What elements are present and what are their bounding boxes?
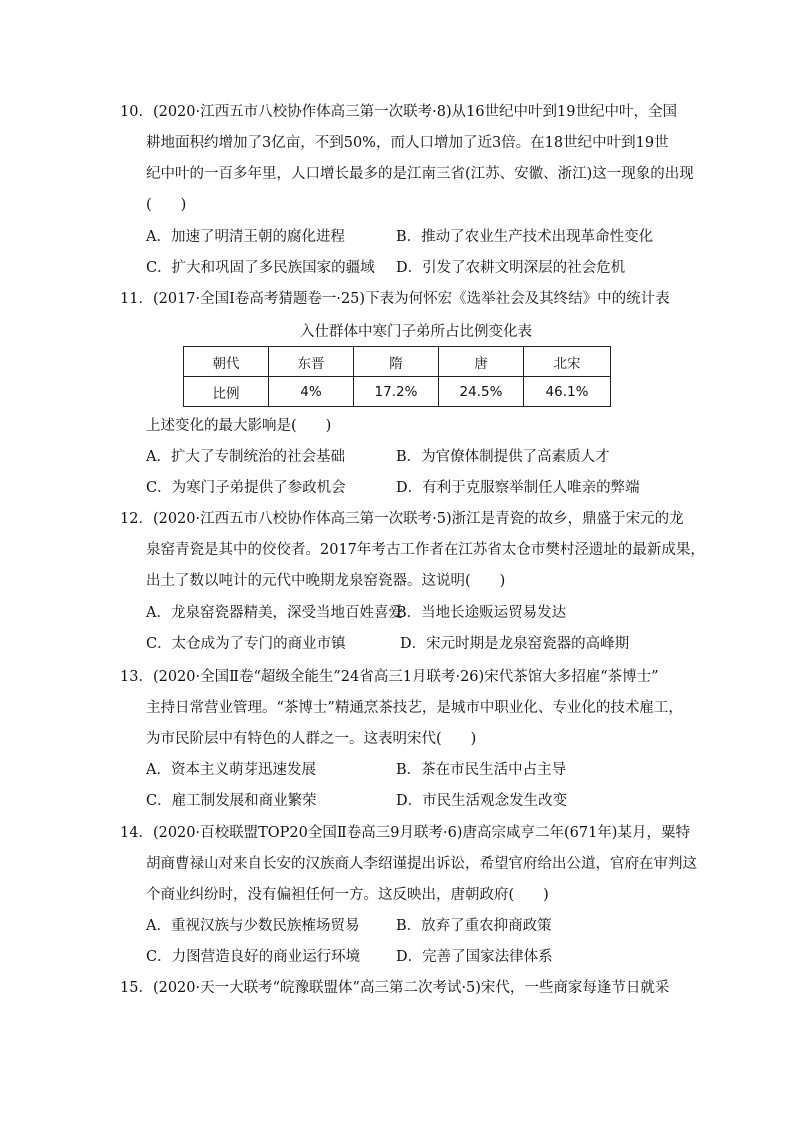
table-cell: 24.5%	[439, 377, 524, 407]
question-14-option-c: C．力图营造良好的商业运行环境	[146, 949, 361, 965]
question-13-line-3: 为市民阶层中有特色的人群之一。这表明宋代( )	[146, 731, 477, 747]
table-header-cell: 北宋	[524, 347, 611, 377]
table-title: 入仕群体中寒门子弟所占比例变化表	[300, 324, 532, 340]
statistics-table	[183, 346, 611, 407]
question-12-line-3: 出土了数以吨计的元代中晚期龙泉窑瓷器。这说明( )	[146, 573, 506, 589]
question-12-line-2: 泉窑青瓷是其中的佼佼者。2017年考古工作者在江苏省太仓市樊村泾遗址的最新成果，	[146, 542, 705, 558]
question-13-option-d: D．市民生活观念发生改变	[396, 793, 568, 809]
question-11-option-b: B．为官僚体制提供了高素质人才	[396, 449, 610, 465]
question-10-line-1: 10．(2020·江西五市八校协作体高三第一次联考·8)从16世纪中叶到19世纪中叶，全国	[120, 104, 678, 120]
table-header-cell: 唐	[439, 347, 524, 377]
table-cell: 比例	[184, 377, 269, 407]
question-13-line-1: 13．(2020·全国Ⅱ卷“超级全能生”24省高三1月联考·26)宋代茶馆大多招雇“茶博士”	[120, 669, 659, 685]
question-11-prompt: 上述变化的最大影响是( )	[146, 418, 332, 434]
question-13-option-a: A．资本主义萌芽迅速发展	[146, 762, 316, 778]
question-12-option-b: B．当地长途贩运贸易发达	[396, 605, 567, 621]
question-10-option-b: B．推动了农业生产技术出现革命性变化	[396, 229, 654, 245]
question-10-line-3: 纪中叶的一百多年里，人口增长最多的是江南三省(江苏、安徽、浙江)这一现象的出现	[146, 166, 694, 182]
question-14-option-d: D．完善了国家法律体系	[396, 949, 553, 965]
question-12-option-c: C．太仓成为了专门的商业市镇	[146, 636, 346, 652]
question-14-option-a: A．重视汉族与少数民族榷场贸易	[146, 918, 360, 934]
question-15-line-1: 15．(2020·天一大联考“皖豫联盟体”高三第二次考试·5)宋代，一些商家每逢节日就采	[120, 980, 670, 996]
table-row	[184, 377, 611, 407]
question-10-line-2: 耕地面积约增加了3亿亩，不到50%，而人口增加了近3倍。在18世纪中叶到19世	[146, 135, 669, 151]
question-12-option-a: A．龙泉窑瓷器精美，深受当地百姓喜爱	[146, 605, 403, 621]
question-14-line-3: 个商业纠纷时，没有偏袒任何一方。这反映出，唐朝政府( )	[146, 887, 549, 903]
question-12-line-1: 12．(2020·江西五市八校协作体高三第一次联考·5)浙江是青瓷的故乡，鼎盛于宋元的龙	[120, 511, 684, 527]
table-cell: 4%	[269, 377, 354, 407]
question-14-option-b: B．放弃了重农抑商政策	[396, 918, 552, 934]
question-13-line-2: 主持日常营业管理。“茶博士”精通烹茶技艺，是城市中职业化、专业化的技术雇工，	[146, 700, 683, 716]
question-13-option-b: B．茶在市民生活中占主导	[396, 762, 567, 778]
table-header-cell: 朝代	[184, 347, 269, 377]
question-10-option-d: D．引发了农耕文明深层的社会危机	[396, 260, 626, 276]
table-header-row	[184, 347, 611, 377]
question-11-option-c: C．为寒门子弟提供了参政机会	[146, 480, 346, 496]
question-10-answer-blank: ( )	[146, 197, 187, 213]
question-10-option-c: C．扩大和巩固了多民族国家的疆域	[146, 260, 375, 276]
question-11-option-a: A．扩大了专制统治的社会基础	[146, 449, 345, 465]
table-header-cell: 东晋	[269, 347, 354, 377]
question-14-line-1: 14．(2020·百校联盟TOP20全国Ⅱ卷高三9月联考·6)唐高宗咸亨二年(671年)某月，粟特	[120, 825, 690, 841]
question-11-line-1: 11．(2017·全国Ⅰ卷高考猜题卷一·25)下表为何怀宏《选举社会及其终结》中的统计表	[120, 291, 670, 307]
table-header-cell: 隋	[354, 347, 439, 377]
question-12-option-d: D．宋元时期是龙泉窑瓷器的高峰期	[400, 636, 630, 652]
table-cell: 17.2%	[354, 377, 439, 407]
table-cell: 46.1%	[524, 377, 611, 407]
question-10-option-a: A．加速了明清王朝的腐化进程	[146, 229, 345, 245]
question-11-option-d: D．有利于克服察举制任人唯亲的弊端	[396, 480, 640, 496]
question-13-option-c: C．雇工制发展和商业繁荣	[146, 793, 317, 809]
question-14-line-2: 胡商曹禄山对来自长安的汉族商人李绍谨提出诉讼，希望官府给出公道，官府在审判这	[146, 856, 697, 872]
